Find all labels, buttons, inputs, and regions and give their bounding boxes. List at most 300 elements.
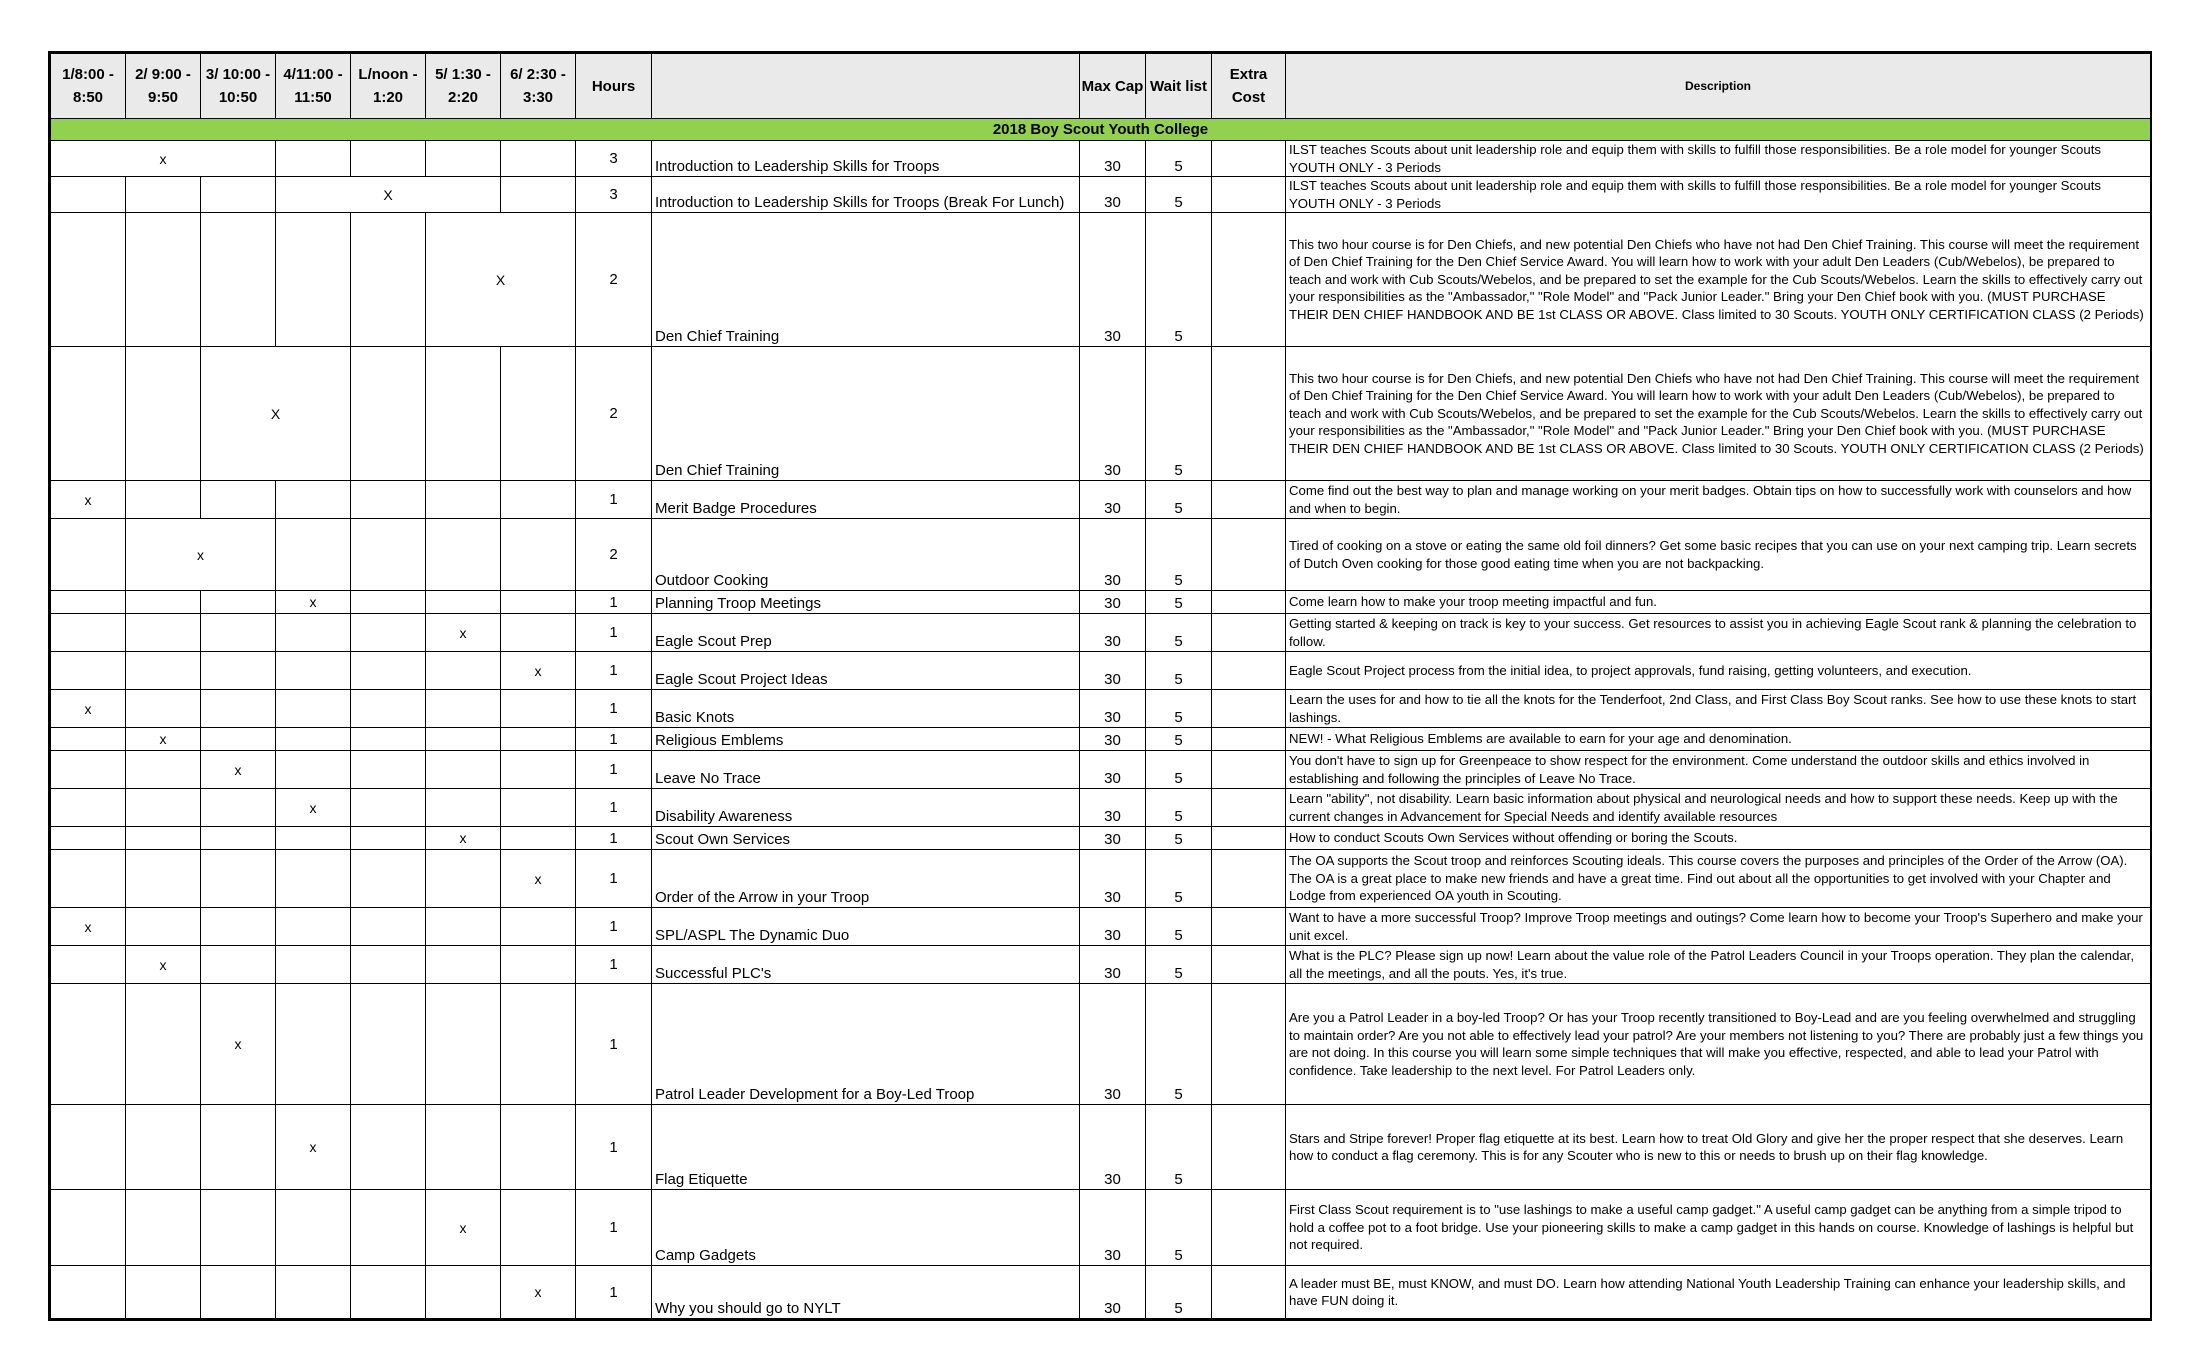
wait-list-value: 5 — [1146, 1190, 1212, 1266]
course-row — [51, 789, 2151, 827]
course-description: NEW! - What Religious Emblems are available to earn for your age and denomination. — [1286, 728, 2151, 751]
empty-slot — [426, 347, 501, 481]
empty-slot — [126, 591, 201, 614]
course-description: Come learn how to make your troop meeting impactful and fun. — [1286, 591, 2151, 614]
header-description: Description — [1286, 54, 2151, 119]
max-cap-value: 30 — [1080, 690, 1146, 728]
empty-slot — [201, 1266, 276, 1319]
empty-slot — [126, 347, 201, 481]
empty-slot — [126, 690, 201, 728]
session-mark: x — [501, 850, 576, 908]
empty-slot — [201, 481, 276, 519]
empty-slot — [51, 614, 126, 652]
extra-cost-value — [1212, 652, 1286, 690]
wait-list-value: 5 — [1146, 908, 1212, 946]
empty-slot — [351, 1105, 426, 1190]
wait-list-value: 5 — [1146, 789, 1212, 827]
course-hours: 1 — [576, 728, 652, 751]
wait-list-value: 5 — [1146, 591, 1212, 614]
empty-slot — [126, 213, 201, 347]
empty-slot — [201, 908, 276, 946]
session-mark: x — [426, 614, 501, 652]
course-row — [51, 908, 2151, 946]
max-cap-value: 30 — [1080, 614, 1146, 652]
empty-slot — [276, 850, 351, 908]
empty-slot — [426, 908, 501, 946]
max-cap-value: 30 — [1080, 789, 1146, 827]
course-row — [51, 751, 2151, 789]
extra-cost-value — [1212, 751, 1286, 789]
session-mark: x — [51, 690, 126, 728]
empty-slot — [426, 652, 501, 690]
course-row — [51, 652, 2151, 690]
max-cap-value: 30 — [1080, 347, 1146, 481]
empty-slot — [51, 591, 126, 614]
empty-slot — [51, 751, 126, 789]
extra-cost-value — [1212, 789, 1286, 827]
empty-slot — [276, 481, 351, 519]
header-slot-4: 4/11:00 - 11:50 — [276, 54, 351, 119]
wait-list-value: 5 — [1146, 347, 1212, 481]
header-slot-6: 6/ 2:30 - 3:30 — [501, 54, 576, 119]
course-title: Flag Etiquette — [652, 1105, 1080, 1190]
empty-slot — [126, 1266, 201, 1319]
empty-slot — [351, 1266, 426, 1319]
course-description: This two hour course is for Den Chiefs, and new potential Den Chiefs who have not had Den Chief Training. This course will meet the requirement of Den Chief Training for the Den Chief Service Award. You will learn how to work with your adult Den Leaders (Cub/Webelos), be prepared to teach and work with Cub Scouts/Webelos, and be prepared to set the example for the Cub Scouts/Webelos. Learn the skills to effectively carry out your responsibilities as the "Ambassador," "Role Model" and "Pack Junior Leader." Bring your Den Chief book with you. (MUST PURCHASE THEIR DEN CHIEF HANDBOOK AND BE 1st CLASS OR ABOVE. Class limited to 30 Scouts. YOUTH ONLY CERTIFICATION CLASS (2 Periods) — [1286, 347, 2151, 481]
empty-slot — [126, 614, 201, 652]
extra-cost-value — [1212, 1266, 1286, 1319]
empty-slot — [126, 1105, 201, 1190]
max-cap-value: 30 — [1080, 850, 1146, 908]
empty-slot — [126, 789, 201, 827]
course-description: First Class Scout requirement is to "use lashings to make a useful camp gadget." A useful camp gadget can be anything from a simple tripod to hold a coffee pot to a foot bridge. Use your pioneering skills to make a camp gadget in this hands on course. Knowledge of lashings is helpful but not required. — [1286, 1190, 2151, 1266]
session-mark: X — [276, 177, 501, 213]
course-title: Scout Own Services — [652, 827, 1080, 850]
empty-slot — [276, 519, 351, 591]
course-hours: 1 — [576, 984, 652, 1105]
empty-slot — [51, 1105, 126, 1190]
course-description: What is the PLC? Please sign up now! Learn about the value role of the Patrol Leaders Council in your Troops operation. They plan the calendar, all the meetings, and all the pouts. Yes, it's true. — [1286, 946, 2151, 984]
empty-slot — [201, 789, 276, 827]
header-slot-1: 1/8:00 - 8:50 — [51, 54, 126, 119]
course-hours: 1 — [576, 908, 652, 946]
empty-slot — [351, 789, 426, 827]
empty-slot — [501, 591, 576, 614]
course-hours: 1 — [576, 946, 652, 984]
empty-slot — [201, 213, 276, 347]
empty-slot — [51, 984, 126, 1105]
max-cap-value: 30 — [1080, 652, 1146, 690]
max-cap-value: 30 — [1080, 1105, 1146, 1190]
course-title: Merit Badge Procedures — [652, 481, 1080, 519]
empty-slot — [276, 213, 351, 347]
empty-slot — [51, 519, 126, 591]
header-slot-2: 2/ 9:00 - 9:50 — [126, 54, 201, 119]
course-title: Camp Gadgets — [652, 1190, 1080, 1266]
empty-slot — [276, 652, 351, 690]
course-description: Are you a Patrol Leader in a boy-led Troop? Or has your Troop recently transitioned to Boy-Lead and are you feeling overwhelmed and struggling to maintain order? Are you not able to effectively lead your patrol? Are your members not listening to you? There are probably just a few things you are not doing. In this course you will learn some simple techniques that will make you effective, respected, and able to lead your Patrol with confidence. Take leadership to the next level. For Patrol Leaders only. — [1286, 984, 2151, 1105]
course-row — [51, 177, 2151, 213]
empty-slot — [126, 984, 201, 1105]
empty-slot — [51, 213, 126, 347]
extra-cost-value — [1212, 728, 1286, 751]
course-title: Religious Emblems — [652, 728, 1080, 751]
max-cap-value: 30 — [1080, 751, 1146, 789]
wait-list-value: 5 — [1146, 946, 1212, 984]
course-title: Eagle Scout Project Ideas — [652, 652, 1080, 690]
empty-slot — [501, 728, 576, 751]
header-course — [652, 54, 1080, 119]
wait-list-value: 5 — [1146, 728, 1212, 751]
course-description: This two hour course is for Den Chiefs, and new potential Den Chiefs who have not had Den Chief Training. This course will meet the requirement of Den Chief Training for the Den Chief Service Award. You will learn how to work with your adult Den Leaders (Cub/Webelos), be prepared to teach and work with Cub Scouts/Webelos, and be prepared to set the example for the Cub Scouts/Webelos. Learn the skills to effectively carry out your responsibilities as the "Ambassador," "Role Model" and "Pack Junior Leader." Bring your Den Chief book with you. (MUST PURCHASE THEIR DEN CHIEF HANDBOOK AND BE 1st CLASS OR ABOVE. Class limited to 30 Scouts. YOUTH ONLY CERTIFICATION CLASS (2 Periods) — [1286, 213, 2151, 347]
empty-slot — [351, 519, 426, 591]
empty-slot — [276, 1266, 351, 1319]
empty-slot — [51, 789, 126, 827]
session-mark: x — [501, 1266, 576, 1319]
empty-slot — [201, 177, 276, 213]
max-cap-value: 30 — [1080, 984, 1146, 1105]
empty-slot — [201, 827, 276, 850]
course-hours: 1 — [576, 481, 652, 519]
empty-slot — [501, 946, 576, 984]
course-description: You don't have to sign up for Greenpeace to show respect for the environment. Come understand the outdoor skills and ethics involved in establishing and following the principles of Leave No Trace. — [1286, 751, 2151, 789]
empty-slot — [426, 984, 501, 1105]
wait-list-value: 5 — [1146, 177, 1212, 213]
empty-slot — [276, 690, 351, 728]
max-cap-value: 30 — [1080, 177, 1146, 213]
empty-slot — [501, 1105, 576, 1190]
max-cap-value: 30 — [1080, 946, 1146, 984]
schedule-table — [50, 53, 2151, 1319]
wait-list-value: 5 — [1146, 141, 1212, 177]
course-hours: 1 — [576, 652, 652, 690]
empty-slot — [501, 614, 576, 652]
empty-slot — [351, 946, 426, 984]
session-mark: X — [426, 213, 576, 347]
empty-slot — [426, 481, 501, 519]
course-description: Learn "ability", not disability. Learn basic information about physical and neurological needs and how to support these needs. Keep up with the current changes in Advancement for Special Needs and identify available resources — [1286, 789, 2151, 827]
empty-slot — [51, 827, 126, 850]
empty-slot — [201, 728, 276, 751]
course-hours: 1 — [576, 1105, 652, 1190]
empty-slot — [426, 850, 501, 908]
empty-slot — [351, 141, 426, 177]
course-title: Successful PLC's — [652, 946, 1080, 984]
wait-list-value: 5 — [1146, 751, 1212, 789]
extra-cost-value — [1212, 946, 1286, 984]
course-hours: 1 — [576, 850, 652, 908]
empty-slot — [126, 908, 201, 946]
session-mark: x — [201, 984, 276, 1105]
empty-slot — [276, 827, 351, 850]
empty-slot — [201, 1190, 276, 1266]
empty-slot — [501, 481, 576, 519]
extra-cost-value — [1212, 827, 1286, 850]
header-hours: Hours — [576, 54, 652, 119]
course-row — [51, 728, 2151, 751]
course-row — [51, 1190, 2151, 1266]
course-title: Patrol Leader Development for a Boy-Led Troop — [652, 984, 1080, 1105]
empty-slot — [201, 591, 276, 614]
course-row — [51, 690, 2151, 728]
empty-slot — [51, 1190, 126, 1266]
empty-slot — [51, 347, 126, 481]
wait-list-value: 5 — [1146, 1266, 1212, 1319]
empty-slot — [426, 1105, 501, 1190]
empty-slot — [426, 519, 501, 591]
empty-slot — [201, 690, 276, 728]
course-title: Den Chief Training — [652, 347, 1080, 481]
empty-slot — [276, 141, 351, 177]
session-mark: x — [126, 728, 201, 751]
course-description: The OA supports the Scout troop and reinforces Scouting ideals. This course covers the purposes and principles of the Order of the Arrow (OA). The OA is a great place to make new friends and have a great time. Find out about all the opportunities to get involved with your Chapter and Lodge from experienced OA youth in Scouting. — [1286, 850, 2151, 908]
session-mark: x — [51, 908, 126, 946]
empty-slot — [201, 614, 276, 652]
section-banner: 2018 Boy Scout Youth College — [51, 119, 2151, 141]
course-title: Basic Knots — [652, 690, 1080, 728]
course-hours: 2 — [576, 347, 652, 481]
header-extra-cost: Extra Cost — [1212, 54, 1286, 119]
empty-slot — [501, 789, 576, 827]
extra-cost-value — [1212, 177, 1286, 213]
course-title: Eagle Scout Prep — [652, 614, 1080, 652]
extra-cost-value — [1212, 614, 1286, 652]
course-row — [51, 984, 2151, 1105]
empty-slot — [201, 652, 276, 690]
course-row — [51, 141, 2151, 177]
course-row — [51, 946, 2151, 984]
wait-list-value: 5 — [1146, 481, 1212, 519]
course-description: Getting started & keeping on track is key to your success. Get resources to assist you in achieving Eagle Scout rank & planning the celebration to follow. — [1286, 614, 2151, 652]
course-row — [51, 827, 2151, 850]
course-row — [51, 481, 2151, 519]
wait-list-value: 5 — [1146, 614, 1212, 652]
course-title: Planning Troop Meetings — [652, 591, 1080, 614]
empty-slot — [426, 789, 501, 827]
course-description: How to conduct Scouts Own Services without offending or boring the Scouts. — [1286, 827, 2151, 850]
extra-cost-value — [1212, 690, 1286, 728]
max-cap-value: 30 — [1080, 213, 1146, 347]
course-row — [51, 519, 2151, 591]
empty-slot — [501, 177, 576, 213]
course-row — [51, 213, 2151, 347]
course-row — [51, 1266, 2151, 1319]
course-description: Want to have a more successful Troop? Improve Troop meetings and outings? Come learn how to become your Troop's Superhero and make your unit excel. — [1286, 908, 2151, 946]
course-row — [51, 347, 2151, 481]
course-hours: 1 — [576, 591, 652, 614]
empty-slot — [351, 614, 426, 652]
empty-slot — [351, 728, 426, 751]
schedule-sheet — [48, 51, 2152, 1321]
empty-slot — [501, 690, 576, 728]
course-description: Come find out the best way to plan and manage working on your merit badges. Obtain tips on how to successfully work with counselors and how and when to begin. — [1286, 481, 2151, 519]
course-hours: 3 — [576, 177, 652, 213]
max-cap-value: 30 — [1080, 728, 1146, 751]
course-row — [51, 614, 2151, 652]
course-description: Learn the uses for and how to tie all the knots for the Tenderfoot, 2nd Class, and First Class Boy Scout ranks. See how to use these knots to start lashings. — [1286, 690, 2151, 728]
empty-slot — [51, 946, 126, 984]
empty-slot — [276, 614, 351, 652]
session-mark: x — [426, 1190, 501, 1266]
max-cap-value: 30 — [1080, 591, 1146, 614]
header-slot-3: 3/ 10:00 - 10:50 — [201, 54, 276, 119]
empty-slot — [426, 141, 501, 177]
max-cap-value: 30 — [1080, 1190, 1146, 1266]
empty-slot — [426, 751, 501, 789]
empty-slot — [276, 1190, 351, 1266]
wait-list-value: 5 — [1146, 213, 1212, 347]
extra-cost-value — [1212, 481, 1286, 519]
session-mark: x — [126, 946, 201, 984]
course-title: Why you should go to NYLT — [652, 1266, 1080, 1319]
banner-row — [51, 119, 2151, 141]
empty-slot — [501, 519, 576, 591]
empty-slot — [351, 690, 426, 728]
empty-slot — [501, 751, 576, 789]
empty-slot — [501, 1190, 576, 1266]
course-hours: 1 — [576, 690, 652, 728]
empty-slot — [126, 827, 201, 850]
empty-slot — [51, 850, 126, 908]
course-title: Order of the Arrow in your Troop — [652, 850, 1080, 908]
empty-slot — [351, 652, 426, 690]
session-mark: x — [276, 591, 351, 614]
max-cap-value: 30 — [1080, 1266, 1146, 1319]
course-description: Eagle Scout Project process from the initial idea, to project approvals, fund raising, getting volunteers, and execution. — [1286, 652, 2151, 690]
session-mark: x — [126, 519, 276, 591]
course-hours: 1 — [576, 614, 652, 652]
course-description: Tired of cooking on a stove or eating the same old foil dinners? Get some basic recipes that you can use on your next camping trip. Learn secrets of Dutch Oven cooking for those good eating time when you are not backpacking. — [1286, 519, 2151, 591]
empty-slot — [501, 141, 576, 177]
wait-list-value: 5 — [1146, 850, 1212, 908]
extra-cost-value — [1212, 213, 1286, 347]
header-slot-lunch: L/noon - 1:20 — [351, 54, 426, 119]
empty-slot — [51, 1266, 126, 1319]
course-description: ILST teaches Scouts about unit leadership role and equip them with skills to fulfill those responsibilities. Be a role model for younger Scouts YOUTH ONLY - 3 Periods — [1286, 141, 2151, 177]
wait-list-value: 5 — [1146, 827, 1212, 850]
extra-cost-value — [1212, 347, 1286, 481]
course-hours: 1 — [576, 751, 652, 789]
course-hours: 2 — [576, 519, 652, 591]
empty-slot — [426, 946, 501, 984]
course-title: Leave No Trace — [652, 751, 1080, 789]
course-description: ILST teaches Scouts about unit leadership role and equip them with skills to fulfill those responsibilities. Be a role model for younger Scouts YOUTH ONLY - 3 Periods — [1286, 177, 2151, 213]
empty-slot — [501, 347, 576, 481]
extra-cost-value — [1212, 141, 1286, 177]
empty-slot — [276, 946, 351, 984]
header-slot-5: 5/ 1:30 - 2:20 — [426, 54, 501, 119]
empty-slot — [501, 827, 576, 850]
empty-slot — [351, 1190, 426, 1266]
course-title: Introduction to Leadership Skills for Troops (Break For Lunch) — [652, 177, 1080, 213]
empty-slot — [426, 728, 501, 751]
empty-slot — [426, 1266, 501, 1319]
empty-slot — [51, 177, 126, 213]
empty-slot — [126, 177, 201, 213]
extra-cost-value — [1212, 1105, 1286, 1190]
empty-slot — [126, 652, 201, 690]
extra-cost-value — [1212, 519, 1286, 591]
session-mark: x — [201, 751, 276, 789]
empty-slot — [201, 1105, 276, 1190]
session-mark: x — [426, 827, 501, 850]
session-mark: x — [51, 481, 126, 519]
empty-slot — [501, 908, 576, 946]
empty-slot — [126, 1190, 201, 1266]
extra-cost-value — [1212, 850, 1286, 908]
course-hours: 2 — [576, 213, 652, 347]
extra-cost-value — [1212, 591, 1286, 614]
empty-slot — [201, 850, 276, 908]
empty-slot — [426, 591, 501, 614]
empty-slot — [351, 751, 426, 789]
course-title: Disability Awareness — [652, 789, 1080, 827]
course-hours: 3 — [576, 141, 652, 177]
course-title: Den Chief Training — [652, 213, 1080, 347]
wait-list-value: 5 — [1146, 984, 1212, 1105]
empty-slot — [351, 591, 426, 614]
empty-slot — [276, 728, 351, 751]
empty-slot — [351, 827, 426, 850]
max-cap-value: 30 — [1080, 908, 1146, 946]
empty-slot — [351, 347, 426, 481]
wait-list-value: 5 — [1146, 1105, 1212, 1190]
course-description: Stars and Stripe forever! Proper flag etiquette at its best. Learn how to treat Old Glory and give her the proper respect that she deserves. Learn how to conduct a flag ceremony. This is for any Scouter who is new to this or needs to brush up on their flag knowledge. — [1286, 1105, 2151, 1190]
empty-slot — [51, 728, 126, 751]
session-mark: x — [51, 141, 276, 177]
empty-slot — [351, 481, 426, 519]
empty-slot — [351, 850, 426, 908]
empty-slot — [201, 946, 276, 984]
course-title: Outdoor Cooking — [652, 519, 1080, 591]
empty-slot — [501, 984, 576, 1105]
empty-slot — [126, 751, 201, 789]
extra-cost-value — [1212, 984, 1286, 1105]
session-mark: x — [276, 1105, 351, 1190]
header-wait-list: Wait list — [1146, 54, 1212, 119]
empty-slot — [426, 690, 501, 728]
course-hours: 1 — [576, 1190, 652, 1266]
empty-slot — [126, 850, 201, 908]
header-row — [51, 54, 2151, 119]
empty-slot — [276, 984, 351, 1105]
empty-slot — [351, 908, 426, 946]
max-cap-value: 30 — [1080, 481, 1146, 519]
wait-list-value: 5 — [1146, 690, 1212, 728]
extra-cost-value — [1212, 1190, 1286, 1266]
course-row — [51, 850, 2151, 908]
wait-list-value: 5 — [1146, 519, 1212, 591]
course-row — [51, 1105, 2151, 1190]
course-row — [51, 591, 2151, 614]
extra-cost-value — [1212, 908, 1286, 946]
course-hours: 1 — [576, 827, 652, 850]
header-max-cap: Max Cap — [1080, 54, 1146, 119]
empty-slot — [351, 213, 426, 347]
wait-list-value: 5 — [1146, 652, 1212, 690]
empty-slot — [51, 652, 126, 690]
max-cap-value: 30 — [1080, 519, 1146, 591]
session-mark: x — [276, 789, 351, 827]
course-title: Introduction to Leadership Skills for Troops — [652, 141, 1080, 177]
course-title: SPL/ASPL The Dynamic Duo — [652, 908, 1080, 946]
course-hours: 1 — [576, 789, 652, 827]
course-description: A leader must BE, must KNOW, and must DO. Learn how attending National Youth Leadership Training can enhance your leadership skills, and have FUN doing it. — [1286, 1266, 2151, 1319]
empty-slot — [126, 481, 201, 519]
empty-slot — [276, 908, 351, 946]
max-cap-value: 30 — [1080, 827, 1146, 850]
session-mark: x — [501, 652, 576, 690]
